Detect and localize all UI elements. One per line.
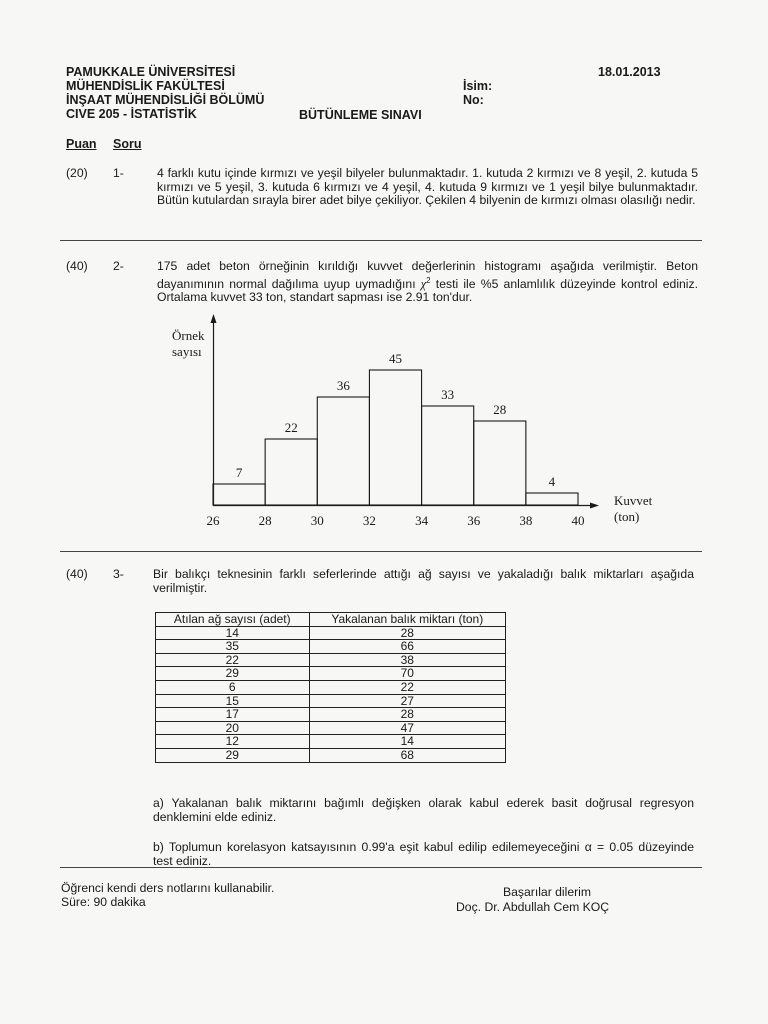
divider bbox=[60, 551, 702, 552]
fish-cell: 70 bbox=[309, 667, 505, 681]
q1-text: 4 farklı kutu içinde kırmızı ve yeşil bilyeler bulunmaktadır. 1. kutuda 2 kırmızı ve 8 yeşil, 2. kutuda 5 kırmızı ve 5 yeşil, 3. kutuda 6 kırmızı ve 4 yeşil, 4. kutuda 9 kırmızı ve 1 yeşil bilye bulunmaktadır. Bütün kutulardan sırayla birer adet bilye çekiliyor. Çekilen 4 bilyenin de kırmızı olması olasılığı nedir. bbox=[157, 166, 698, 207]
bar-value-label: 36 bbox=[336, 378, 350, 393]
chi-exponent: 2 bbox=[426, 275, 431, 285]
table-row bbox=[156, 708, 506, 722]
y-axis-label-unit: sayısı bbox=[172, 344, 202, 359]
footer-note: Öğrenci kendi ders notlarını kullanabilir. bbox=[61, 881, 275, 895]
footer-wishes: Başarılar dilerim bbox=[503, 885, 592, 899]
fish-cell: 14 bbox=[309, 735, 505, 749]
x-tick-label: 34 bbox=[415, 513, 429, 528]
name-label: İsim: bbox=[463, 79, 493, 93]
department-name: İNŞAAT MÜHENDİSLİĞİ BÖLÜMÜ bbox=[66, 93, 265, 107]
q1-number: 1- bbox=[113, 166, 124, 180]
table-row bbox=[156, 653, 506, 667]
nets-cell: 22 bbox=[156, 653, 310, 667]
bar-value-label: 4 bbox=[548, 474, 556, 489]
exam-title: BÜTÜNLEME SINAVI bbox=[299, 108, 422, 122]
table-row bbox=[156, 721, 506, 735]
footer-instructor: Doç. Dr. Abdullah Cem KOÇ bbox=[456, 900, 610, 914]
points-column-heading: Puan bbox=[66, 137, 97, 151]
x-tick-label: 40 bbox=[571, 513, 585, 528]
q1-points: (20) bbox=[66, 166, 88, 180]
x-tick-label: 26 bbox=[206, 513, 220, 528]
table-row bbox=[156, 680, 506, 694]
x-tick-label: 30 bbox=[310, 513, 324, 528]
histogram-bar bbox=[526, 493, 578, 505]
x-tick-label: 32 bbox=[362, 513, 376, 528]
fish-cell: 27 bbox=[309, 694, 505, 708]
q2-text-before: 175 adet beton örneğinin kırıldığı kuvvet değerlerinin histogramı aşağıda verilmiştir. Beton dayanımının normal dağılıma uyup uymadığını bbox=[157, 259, 698, 291]
nets-cell: 29 bbox=[156, 748, 310, 762]
nets-cell: 35 bbox=[156, 640, 310, 654]
fish-cell: 28 bbox=[309, 626, 505, 640]
histogram-chart bbox=[150, 305, 690, 535]
q3-text: Bir balıkçı teknesinin farklı seferlerinde attığı ağ sayısı ve yakaladığı balık miktarları aşağıda verilmiştir. bbox=[153, 567, 694, 595]
q3-part-b: b) Toplumun korelasyon katsayısının 0.99'a eşit kabul edilip edilemeyeceğini α = 0.05 düzeyinde test ediniz. bbox=[153, 840, 694, 868]
nets-cell: 6 bbox=[156, 680, 310, 694]
table-row bbox=[156, 694, 506, 708]
q3-number: 3- bbox=[113, 567, 124, 581]
table-row bbox=[156, 667, 506, 681]
university-name: PAMUKKALE ÜNİVERSİTESİ bbox=[66, 65, 236, 79]
chi-symbol: χ bbox=[420, 276, 427, 291]
table-row bbox=[156, 640, 506, 654]
divider bbox=[60, 867, 702, 868]
question-column-heading: Soru bbox=[113, 137, 142, 151]
fish-cell: 28 bbox=[309, 708, 505, 722]
no-label: No: bbox=[463, 93, 484, 107]
q3-part-a: a) Yakalanan balık miktarını bağımlı değişken olarak kabul ederek basit doğrusal regresyon denklemini elde ediniz. bbox=[153, 796, 694, 824]
table-header-fish: Yakalanan balık miktarı (ton) bbox=[309, 613, 505, 627]
table-header-row bbox=[156, 613, 506, 627]
x-axis-label-unit: (ton) bbox=[614, 509, 640, 524]
histogram-bar bbox=[474, 421, 526, 505]
x-axis-label: Kuvvet bbox=[614, 493, 653, 508]
bar-value-label: 45 bbox=[389, 351, 402, 366]
nets-cell: 15 bbox=[156, 694, 310, 708]
nets-cell: 29 bbox=[156, 667, 310, 681]
exam-date: 18.01.2013 bbox=[598, 65, 661, 79]
x-tick-label: 28 bbox=[258, 513, 272, 528]
fish-cell: 38 bbox=[309, 653, 505, 667]
x-tick-label: 36 bbox=[467, 513, 481, 528]
footer-duration: Süre: 90 dakika bbox=[61, 895, 146, 909]
divider bbox=[60, 240, 702, 241]
data-table bbox=[155, 612, 506, 763]
x-tick-label: 38 bbox=[519, 513, 533, 528]
q2-number: 2- bbox=[113, 259, 124, 273]
table-header-nets: Atılan ağ sayısı (adet) bbox=[156, 613, 310, 627]
bar-value-label: 7 bbox=[235, 465, 243, 480]
course-name: CIVE 205 - İSTATİSTİK bbox=[66, 107, 197, 121]
fish-cell: 22 bbox=[309, 680, 505, 694]
fish-cell: 47 bbox=[309, 721, 505, 735]
histogram-bar bbox=[422, 406, 474, 505]
nets-cell: 20 bbox=[156, 721, 310, 735]
nets-cell: 17 bbox=[156, 708, 310, 722]
q2-text bbox=[157, 260, 698, 305]
table-row bbox=[156, 748, 506, 762]
table-row bbox=[156, 626, 506, 640]
bar-value-label: 22 bbox=[284, 420, 298, 435]
histogram-bar bbox=[265, 439, 317, 505]
bar-value-label: 33 bbox=[441, 387, 455, 402]
faculty-name: MÜHENDİSLİK FAKÜLTESİ bbox=[66, 79, 225, 93]
histogram-bar bbox=[369, 370, 421, 505]
q2-text-after: testi ile %5 anlamlılık düzeyinde kontrol ediniz. Ortalama kuvvet 33 ton, standart sapması ise 2.91 ton'dur. bbox=[157, 276, 698, 305]
bar-value-label: 28 bbox=[493, 402, 507, 417]
q2-points: (40) bbox=[66, 259, 88, 273]
nets-cell: 14 bbox=[156, 626, 310, 640]
y-axis-arrow bbox=[211, 314, 217, 323]
x-axis-arrow bbox=[590, 503, 599, 509]
histogram-bar bbox=[213, 484, 265, 505]
fish-cell: 66 bbox=[309, 640, 505, 654]
fish-cell: 68 bbox=[309, 748, 505, 762]
nets-cell: 12 bbox=[156, 735, 310, 749]
y-axis-label: Örnek bbox=[172, 328, 205, 343]
histogram-bar bbox=[317, 397, 369, 505]
table-row bbox=[156, 735, 506, 749]
q3-points: (40) bbox=[66, 567, 88, 581]
